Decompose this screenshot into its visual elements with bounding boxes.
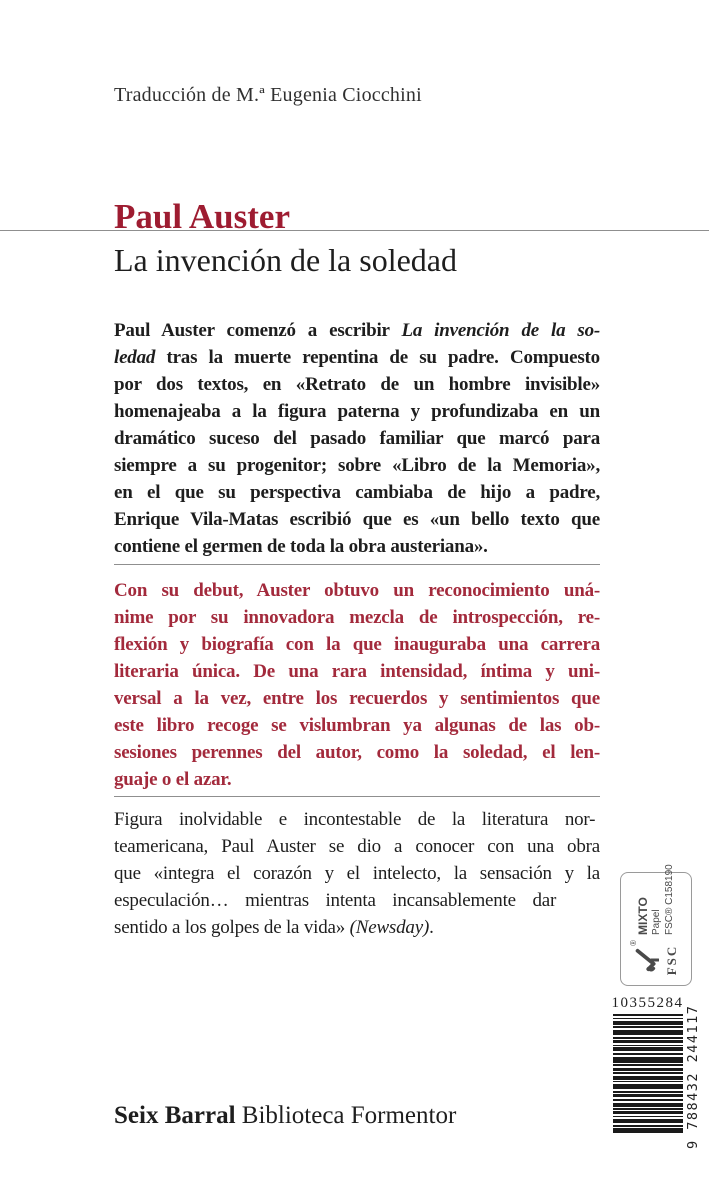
fsc-label-box (620, 864, 692, 986)
text-line: literaria única. De una rara intensidad, íntima y uni- (114, 661, 600, 682)
text-line: sesiones perennes del autor, como la soledad, el len- (114, 742, 600, 763)
text-line: Paul Auster comenzó a escribir La invención de la so- (114, 320, 601, 341)
barcode-bar (613, 1128, 683, 1133)
author-name: Paul Auster (114, 197, 290, 236)
registered-mark: ® (628, 940, 638, 946)
text-line: homenajeaba a la figura paterna y profundizaba en un (114, 401, 600, 422)
fsc-label-text (636, 864, 676, 935)
publisher-imprint (114, 1103, 456, 1128)
fsc-material: Papel (651, 909, 662, 935)
fsc-brand-text: FSC (663, 944, 679, 976)
text-line: este libro recoge se vislumbran ya algunas de las ob- (114, 715, 600, 736)
fsc-type: MIXTO (636, 897, 650, 935)
text-line: flexión y biografía con la que inauguraba una carrera (114, 634, 601, 655)
publisher-name: Seix Barral (114, 1102, 236, 1129)
text-line: siempre a su progenitor; sobre «Libro de la Memoria», (114, 455, 601, 476)
translation-credit: Traducción de M.ª Eugenia Ciocchini (114, 84, 422, 106)
text-line: ledad tras la muerte repentina de su padre. Compuesto (114, 347, 600, 368)
fsc-tree-check-icon (633, 946, 659, 974)
text-line: nime por su innovadora mezcla de introspección, re- (114, 607, 601, 628)
fsc-license-number: FSC® C158190 (663, 864, 675, 935)
fsc-certification-label (620, 864, 692, 986)
text-line: teamericana, Paul Auster se dio a conocer con una obra (114, 836, 600, 857)
isbn-number: 9 788432 244117 (685, 1004, 701, 1149)
text-line: por dos textos, en «Retrato de un hombre invisible» (114, 374, 601, 395)
text-line: en el que su perspectiva cambiaba de hijo a padre, (114, 482, 601, 503)
author-bio-paragraph (114, 806, 600, 941)
text-line: guaje o el azar. (114, 769, 232, 790)
collection-name: Biblioteca Formentor (241, 1102, 457, 1129)
fsc-logo (628, 940, 680, 978)
text-line: especulación… mientras intenta incansablemente dar (114, 890, 557, 911)
synopsis-paragraph (114, 317, 600, 560)
divider-rule (114, 796, 600, 797)
text-line: Con su debut, Auster obtuvo un reconocimiento uná- (114, 580, 601, 601)
text-line: versal a la vez, entre los recuerdos y sentimientos que (114, 688, 601, 709)
book-title: La invención de la soledad (114, 242, 457, 278)
text-line: que «integra el corazón y el intelecto, la sensación y la (114, 863, 600, 884)
header-rule (0, 230, 709, 231)
review-paragraph (114, 577, 600, 793)
text-line: Figura inolvidable e incontestable de la literatura nor- (114, 809, 596, 830)
text-line: dramático suceso del pasado familiar que marcó para (114, 428, 601, 449)
product-code: 10355284 (611, 995, 684, 1011)
text-line: sentido a los golpes de la vida» (Newsday). (114, 917, 434, 938)
text-line: contiene el germen de toda la obra austeriana». (114, 536, 488, 557)
divider-rule (114, 564, 600, 565)
barcode (613, 1014, 683, 1133)
text-line: Enrique Vila-Matas escribió que es «un bello texto que (114, 509, 600, 530)
